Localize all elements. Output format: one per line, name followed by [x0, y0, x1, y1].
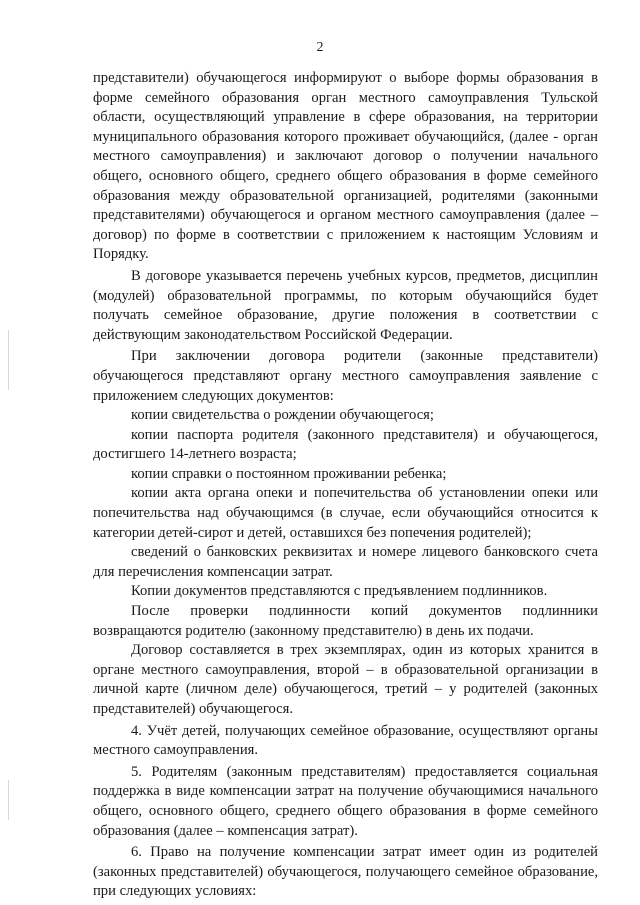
paragraph: В договоре указывается перечень учебных курсов, предметов, дисциплин (модулей) образовательной программы, по которым обучающийся будет получать семейное образование, другие положения в соответствии с действующим законодательством Российской Федерации. [93, 267, 598, 343]
scan-margin-line [8, 780, 9, 820]
list-item: сведений о банковских реквизитах и номере лицевого банковского счета для перечисления компенсации затрат. [93, 544, 598, 580]
paragraph: 5. Родителям (законным представителям) предоставляется социальная поддержка в виде компенсации затрат на получение обучающимися начального общего, основного общего, среднего общего образования в форме семейного образования (далее – компенсация затрат). [93, 763, 598, 839]
document-body [93, 69, 598, 902]
list-item: копии справки о постоянном проживании ребенка; [131, 465, 447, 482]
list-item: копии акта органа опеки и попечительства об установлении опеки или попечительства над обучающимся (в случае, если обучающийся относится к категории детей-сирот и детей, оставшихся без попечения родителей); [93, 485, 598, 541]
paragraph: Копии документов представляются с предъявлением подлинников. [131, 583, 548, 600]
paragraph: 4. Учёт детей, получающих семейное образование, осуществляют органы местного самоуправления. [93, 722, 598, 759]
paragraph: Договор составляется в трех экземплярах, один из которых хранится в органе местного самоуправления, второй – в образовательной организации в личной карте (личном деле) обучающегося, третий – у родителей (законных представителей) обучающегося. [93, 642, 598, 717]
list-item: копии свидетельства о рождении обучающегося; [131, 407, 434, 424]
scan-margin-line [8, 330, 9, 390]
list-item: копии паспорта родителя (законного представителя) и обучающегося, достигшего 14-летнего возраста; [93, 426, 598, 463]
paragraph: представители) обучающегося информируют о выборе формы образования в форме семейного образования орган местного самоуправления Тульской области, осуществляющий управление в сфере образования, на территории муниципального образования которого проживает обучающийся, (далее - орган местного самоуправления) и заключают договор о получении начального общего, основного общего, среднего общего образования в форме семейного образования между образовательной организацией, родителями (законными представителями) обучающегося и органом местного самоуправления (далее – договор) по форме в соответствии с приложением к настоящим Условиям и Порядку. [93, 70, 598, 263]
paragraph: 6. Право на получение компенсации затрат имеет один из родителей (законных представителей) обучающегося, получающего семейное образование, при следующих условиях: [93, 844, 598, 900]
page-number: 2 [316, 40, 324, 55]
paragraph: После проверки подлинности копий документов подлинники возвращаются родителю (законному представителю) в день их подачи. [93, 603, 598, 639]
paragraph: При заключении договора родители (законные представители) обучающегося представляют органу местного самоуправления заявление с приложением следующих документов: [93, 348, 598, 404]
